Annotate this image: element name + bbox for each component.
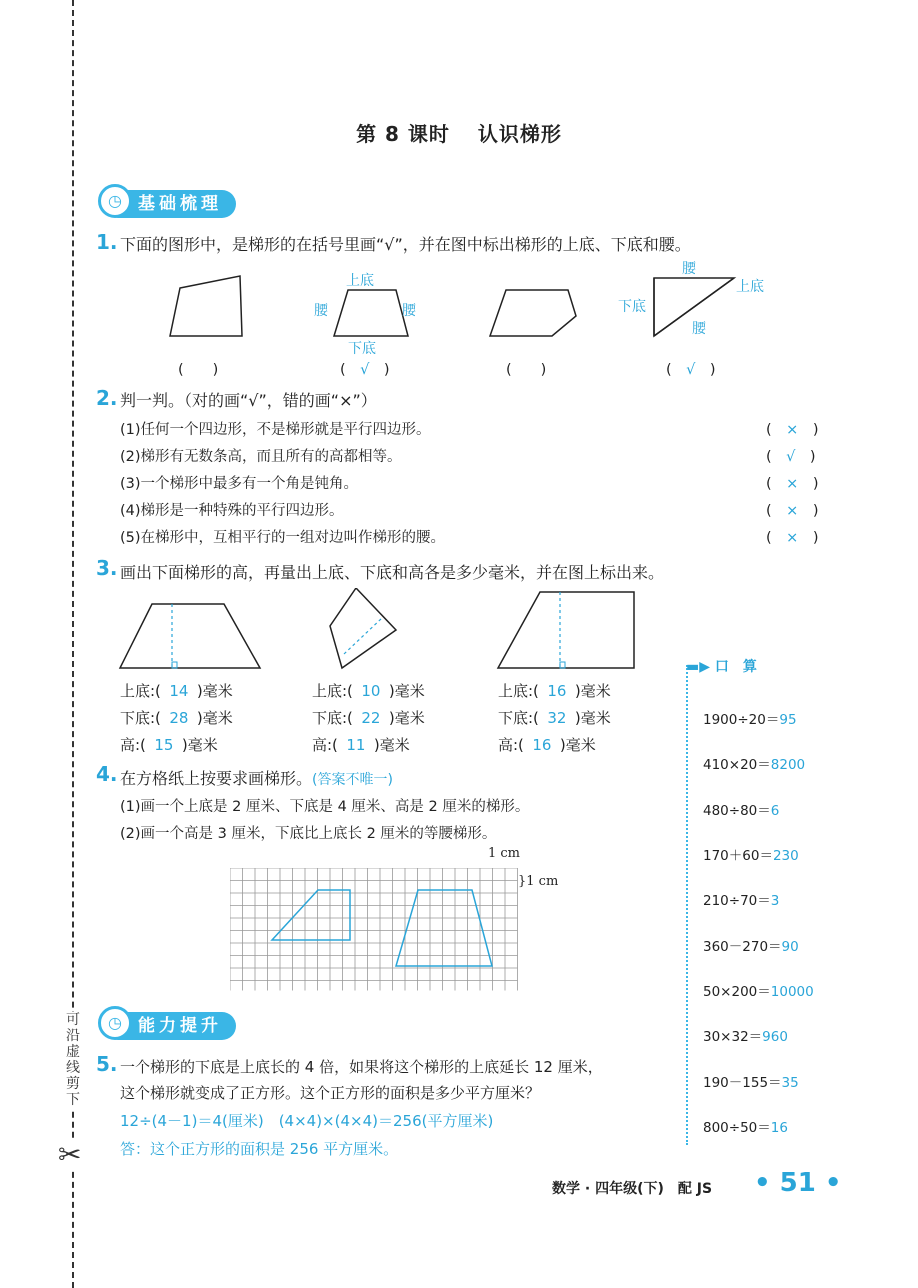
oral-question: 800÷50＝ <box>703 1120 771 1136</box>
q3-value: 32 <box>547 709 567 727</box>
q1-answer-1: ( ) <box>178 362 219 378</box>
q2-item-4: (4)梯形是一种特殊的平行四边形。 <box>120 503 344 519</box>
q3-unit: )毫米 <box>196 682 233 700</box>
q1-label-leg-right: 腰 <box>402 303 416 319</box>
oral-heading: ▬▶ 口 算 <box>686 659 757 675</box>
q4-grid <box>230 868 520 992</box>
oral-question: 410×20＝ <box>703 757 771 773</box>
oral-question: 360－270＝ <box>703 939 782 955</box>
q1-label-top: 上底 <box>346 273 374 289</box>
oral-answer: 8200 <box>770 757 806 773</box>
q2-item-1: (1)任何一个四边形，不是梯形就是平行四边形。 <box>120 422 431 438</box>
cut-char: 下 <box>66 1092 80 1108</box>
section-basic-badge <box>104 190 236 218</box>
q2-item-3: (3)一个梯形中最多有一个角是钝角。 <box>120 476 359 492</box>
q3-fig2-bottom <box>312 707 425 728</box>
q2-item-2: (2)梯形有无数条高，而且所有的高都相等。 <box>120 449 402 465</box>
q4-item-1: (1)画一个上底是 2 厘米、下底是 4 厘米、高是 2 厘米的梯形。 <box>120 799 530 815</box>
q3-label: 高:( <box>498 736 524 754</box>
oral-heading-text: 口 算 <box>714 659 757 675</box>
q3-label: 上底:( <box>312 682 353 700</box>
q4-text <box>120 766 393 789</box>
oral-item <box>703 708 797 728</box>
cut-char: 线 <box>66 1060 80 1076</box>
q1-text: 下面的图形中，是梯形的在括号里画“√”，并在图中标出梯形的上底、下底和腰。 <box>120 235 691 254</box>
oral-item <box>703 980 814 1000</box>
q3-value: 15 <box>154 736 174 754</box>
oral-answer: 35 <box>781 1075 799 1091</box>
oral-answer: 230 <box>772 848 799 864</box>
q3-fig3-top <box>498 680 611 701</box>
clock-icon: ◷ <box>98 1006 132 1040</box>
q1-label-bottom-left: 下底 <box>618 299 646 315</box>
q2-item-5: (5)在梯形中，互相平行的一组对边叫作梯形的腰。 <box>120 530 446 546</box>
oral-answer: 6 <box>770 803 780 819</box>
oral-item <box>703 844 799 864</box>
q3-value: 16 <box>547 682 567 700</box>
oral-item <box>703 1071 799 1091</box>
q2-text: 判一判。（对的画“√”，错的画“×”） <box>120 391 377 410</box>
q1-answer-3: ( ) <box>506 362 547 378</box>
q1-answer-value: √ <box>686 362 696 378</box>
page-title <box>0 118 918 147</box>
oral-answer: 16 <box>770 1120 788 1136</box>
q5-answer-line2: 答：这个正方形的面积是 256 平方厘米。 <box>120 1140 399 1158</box>
q5-text-line1: 一个梯形的下底是上底长的 4 倍，如果将这个梯形的上底延长 12 厘米， <box>120 1058 603 1076</box>
oral-item <box>703 753 805 773</box>
q3-fig3-height <box>498 734 596 755</box>
q2-answer-3: ( × ) <box>766 476 819 492</box>
q3-value: 28 <box>169 709 189 727</box>
oral-item <box>703 935 799 955</box>
q3-value: 22 <box>361 709 381 727</box>
q3-fig1-top <box>120 680 233 701</box>
cut-char: 可 <box>66 1012 80 1028</box>
q3-label: 上底:( <box>498 682 539 700</box>
q3-right-angle-1 <box>172 662 177 668</box>
oral-item <box>703 1025 788 1045</box>
q3-value: 10 <box>361 682 381 700</box>
q3-unit: )毫米 <box>388 709 425 727</box>
q5-number: 5. <box>96 1052 118 1076</box>
q3-label: 高:( <box>120 736 146 754</box>
oral-answer: 10000 <box>770 984 814 1000</box>
oral-answer: 90 <box>781 939 799 955</box>
oral-answer: 95 <box>779 712 797 728</box>
q5-text-line2: 这个梯形就变成了正方形。这个正方形的面积是多少平方厘米？ <box>120 1084 541 1102</box>
oral-item <box>703 889 779 909</box>
q3-unit: )毫米 <box>373 736 410 754</box>
q1-label-bottom: 下底 <box>348 341 376 357</box>
q3-label: 上底:( <box>120 682 161 700</box>
q4-trapezoid-2 <box>396 890 492 966</box>
oral-question: 480÷80＝ <box>703 803 771 819</box>
q5-answer-line1: 12÷(4－1)＝4(厘米) (4×4)×(4×4)＝256(平方厘米) <box>120 1112 494 1130</box>
q3-fig1-height <box>120 734 218 755</box>
q3-number: 3. <box>96 556 118 580</box>
q1-label-leg-top: 腰 <box>682 261 696 277</box>
q3-fig2-top <box>312 680 425 701</box>
q1-label-top-right: 上底 <box>736 279 764 295</box>
lesson-number: 第 8 课时 <box>356 122 450 146</box>
oral-question: 1900÷20＝ <box>703 712 780 728</box>
oral-question: 170＋60＝ <box>703 848 773 864</box>
q3-trapezoid-2 <box>330 588 396 668</box>
q2-number: 2. <box>96 386 118 410</box>
q3-unit: )毫米 <box>388 682 425 700</box>
q2-answer-value: √ <box>786 449 796 465</box>
cut-instruction <box>62 1012 84 1108</box>
q2-answer-5: ( × ) <box>766 530 819 546</box>
q3-label: 下底:( <box>498 709 539 727</box>
q3-trapezoid-1 <box>120 604 260 668</box>
oral-answer: 960 <box>762 1029 788 1045</box>
q3-shapes <box>110 588 650 672</box>
q3-label: 高:( <box>312 736 338 754</box>
q3-text: 画出下面梯形的高，再量出上底、下底和高各是多少毫米，并在图上标出来。 <box>120 563 665 582</box>
oral-question: 30×32＝ <box>703 1029 763 1045</box>
q1-answer-4: ( √ ) <box>666 362 716 378</box>
q3-right-angle-3 <box>560 662 565 668</box>
clock-icon: ◷ <box>98 184 132 218</box>
q1-shape-pentagon <box>490 290 576 336</box>
q4-text-main: 在方格纸上按要求画梯形。 <box>120 769 313 788</box>
q3-label: 下底:( <box>312 709 353 727</box>
q2-answer-1: ( × ) <box>766 422 819 438</box>
q3-unit: )毫米 <box>559 736 596 754</box>
section-advanced-badge <box>104 1012 236 1040</box>
q1-answer-value: √ <box>360 362 370 378</box>
oral-border <box>686 665 688 1145</box>
section-basic-label: 基础梳理 <box>138 194 222 214</box>
q3-fig2-height <box>312 734 410 755</box>
q2-answer-2: ( √ ) <box>766 449 816 465</box>
q3-trapezoid-3 <box>498 592 634 668</box>
q3-unit: )毫米 <box>574 682 611 700</box>
q4-number: 4. <box>96 762 118 786</box>
q4-scale-horizontal: 1 cm <box>488 846 521 861</box>
q1-shape-quad <box>170 276 242 336</box>
q3-value: 14 <box>169 682 189 700</box>
scissors-icon: ✂ <box>58 1138 82 1171</box>
oral-answer: 3 <box>770 893 780 909</box>
oral-question: 50×200＝ <box>703 984 771 1000</box>
q1-shape-trapezoid <box>334 290 408 336</box>
q2-answer-value: × <box>786 422 799 438</box>
page-number: • 51 • <box>754 1168 842 1198</box>
lesson-topic: 认识梯形 <box>477 122 562 146</box>
q3-value: 16 <box>532 736 552 754</box>
footer-text: 数学 · 四年级(下) 配 JS <box>552 1181 713 1197</box>
q1-label-leg-left: 腰 <box>314 303 328 319</box>
cut-char: 沿 <box>66 1028 80 1044</box>
q2-answer-value: × <box>786 530 799 546</box>
oral-item <box>703 799 779 819</box>
q1-answer-2: ( √ ) <box>340 362 390 378</box>
q2-answer-value: × <box>786 476 799 492</box>
q4-trapezoid-1 <box>272 890 350 940</box>
cut-char: 虚 <box>66 1044 80 1060</box>
oral-item <box>703 1116 788 1136</box>
q3-height-2 <box>344 618 382 654</box>
q3-unit: )毫米 <box>196 709 233 727</box>
q2-answer-4: ( × ) <box>766 503 819 519</box>
q1-number: 1. <box>96 230 118 254</box>
q3-label: 下底:( <box>120 709 161 727</box>
q2-answer-value: × <box>786 503 799 519</box>
q3-unit: )毫米 <box>574 709 611 727</box>
q4-item-2: (2)画一个高是 3 厘米，下底比上底长 2 厘米的等腰梯形。 <box>120 826 497 842</box>
q3-fig3-bottom <box>498 707 611 728</box>
q4-scale-vertical-text: 1 cm <box>526 874 559 889</box>
q1-label-leg-bottom: 腰 <box>692 321 706 337</box>
q3-value: 11 <box>346 736 366 754</box>
q4-note: (答案不唯一) <box>312 772 393 788</box>
oral-question: 190－155＝ <box>703 1075 782 1091</box>
cut-char: 剪 <box>66 1076 80 1092</box>
oral-question: 210÷70＝ <box>703 893 771 909</box>
q4-scale-vertical: }1 cm <box>518 874 559 889</box>
q3-unit: )毫米 <box>181 736 218 754</box>
q3-fig1-bottom <box>120 707 233 728</box>
section-advanced-label: 能力提升 <box>138 1016 222 1036</box>
